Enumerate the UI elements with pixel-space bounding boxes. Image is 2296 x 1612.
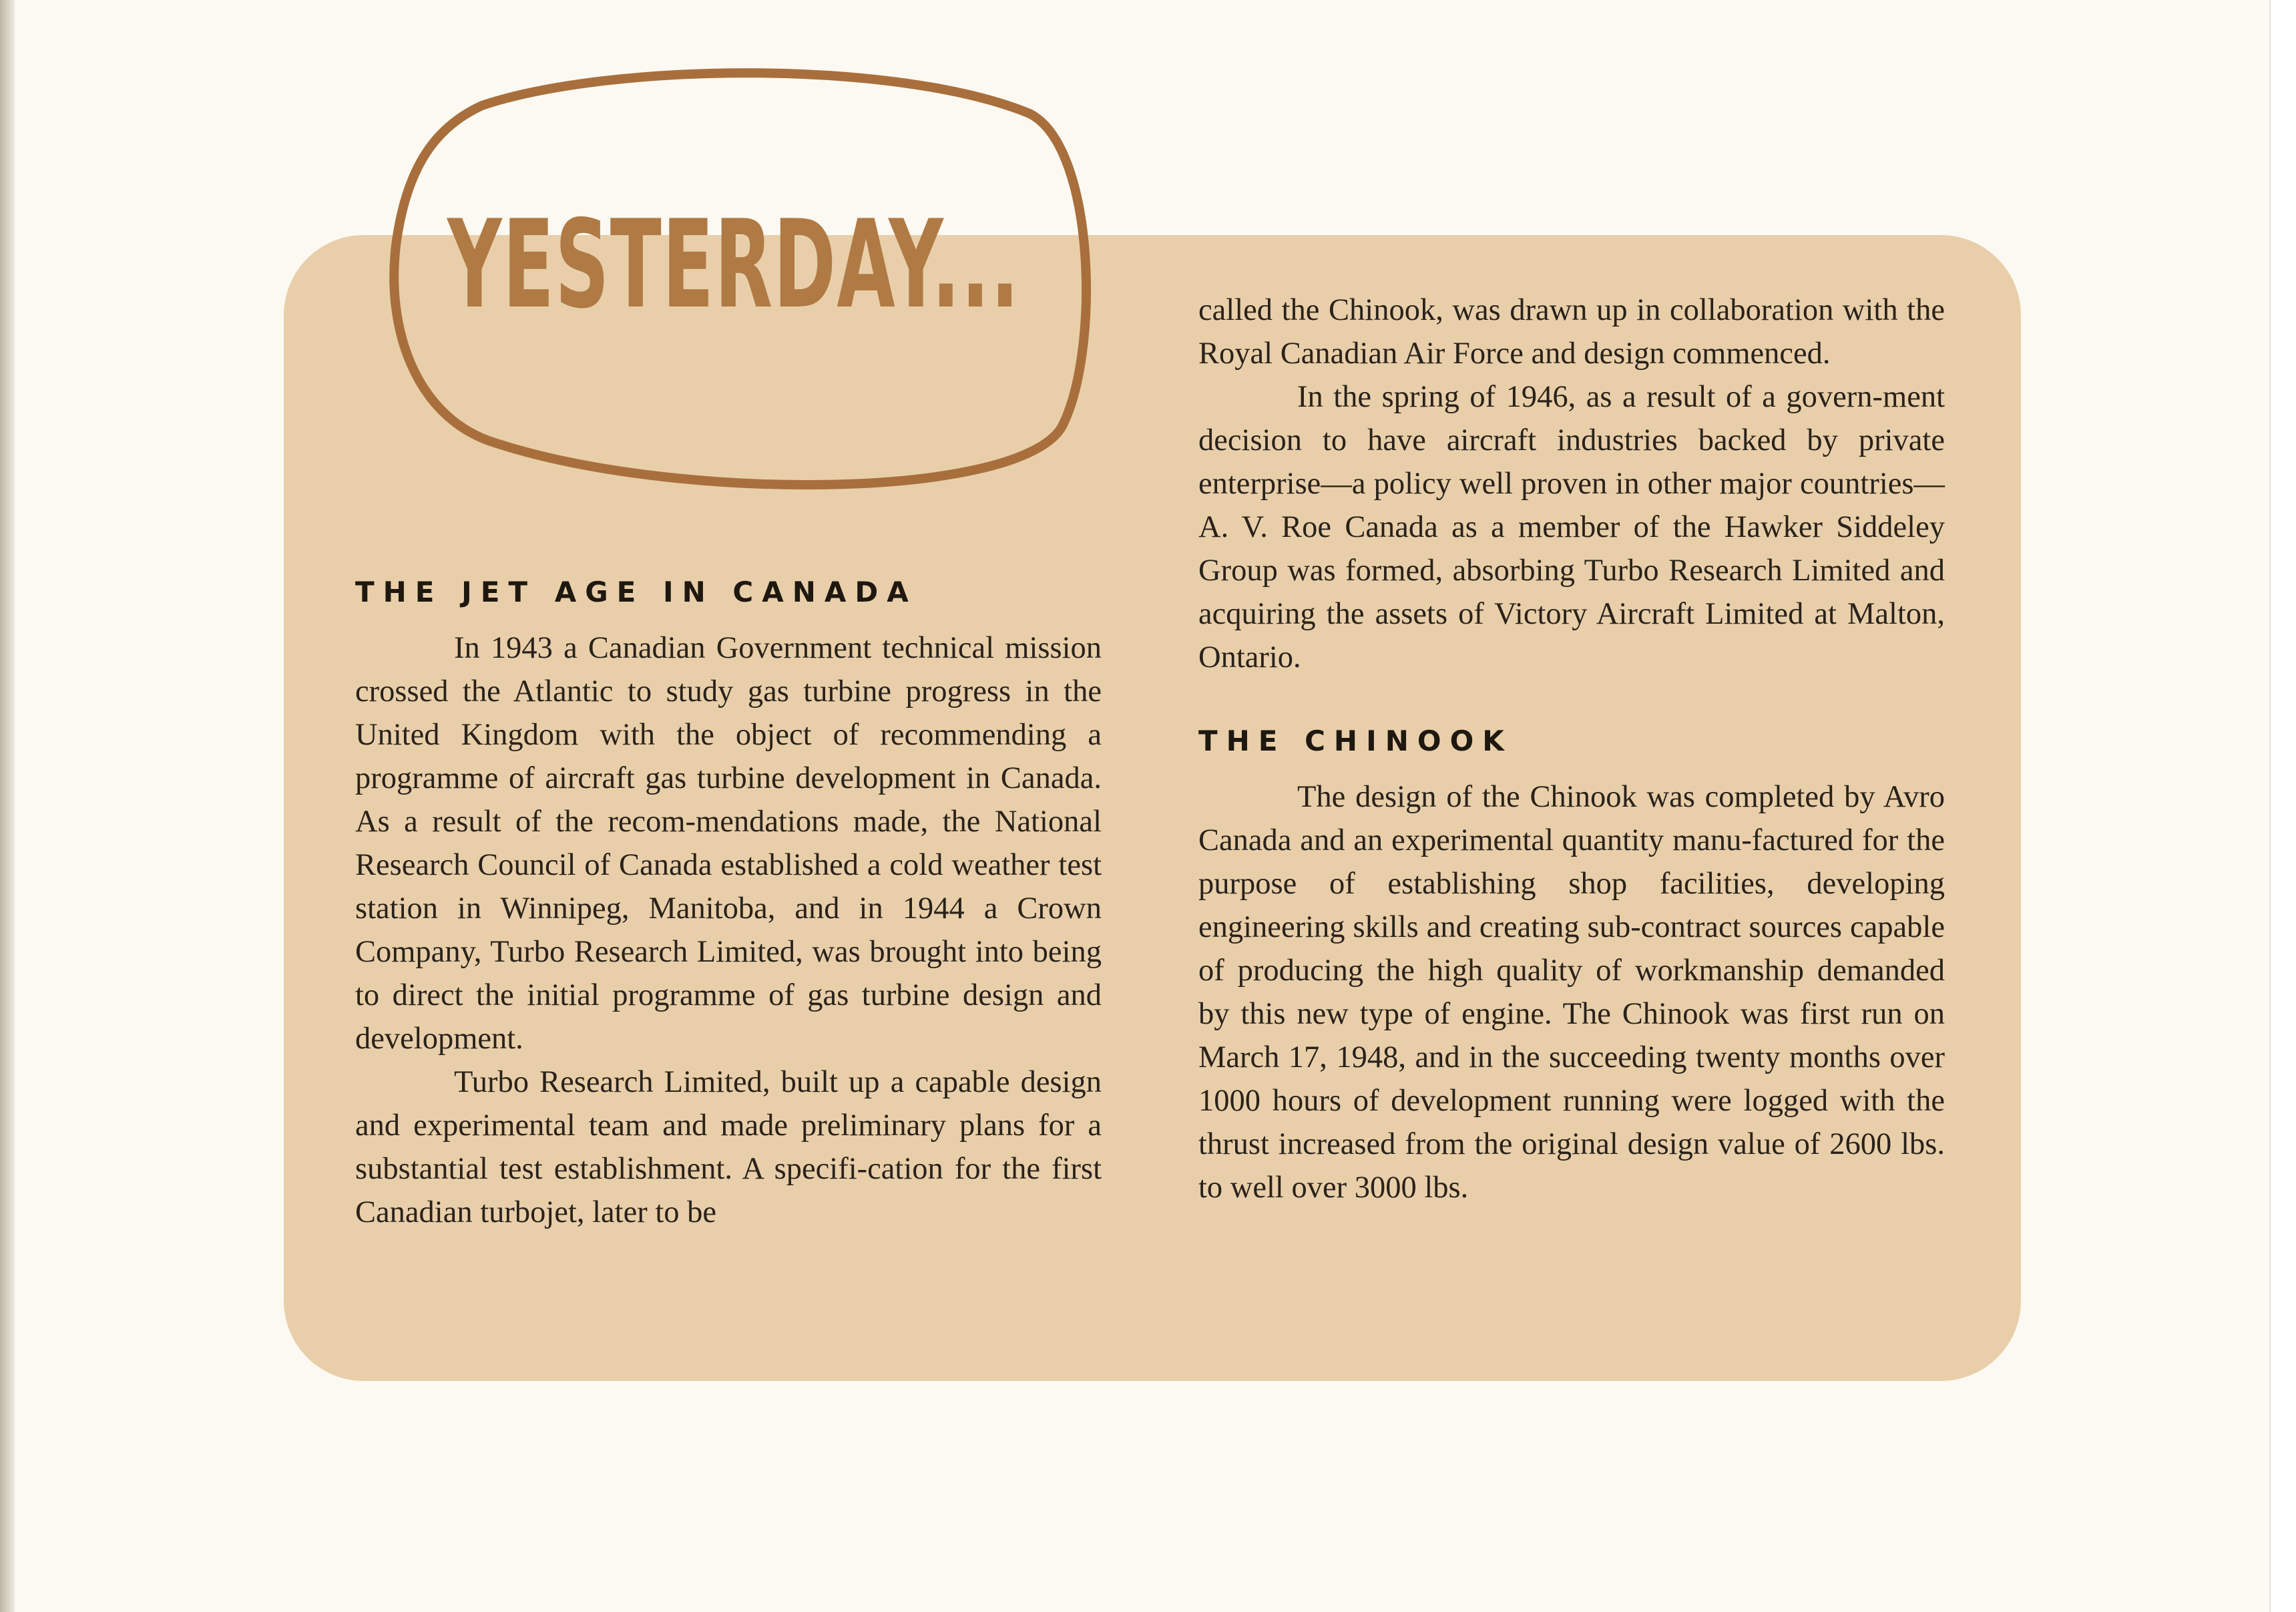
- right-column: [1198, 288, 1945, 1209]
- page-right-margin: [2269, 0, 2296, 1612]
- section-heading-jet-age: THE JET AGE IN CANADA: [355, 576, 917, 608]
- paragraph-chinook-design: The design of the Chinook was completed by Avro Canada and an experimental quantity manu-factured for the purpose of establishing shop facilities, developing engineering skills and creating sub-contract sources capable of producing the high quality of workmanship demanded by this new type of engine. The Chinook was first run on March 17, 1948, and in the succeeding twenty months over 1000 hours of development running were logged with the thrust increased from the original design value of 2600 lbs. to well over 3000 lbs.: [1198, 780, 1945, 1205]
- page-left-shadow: [0, 0, 15, 1612]
- paragraph-turbo-research: Turbo Research Limited, built up a capable design and experimental team and made preliminary plans for a substantial test establishment. A specifi-cation for the first Canadian turbojet, later to be: [355, 1065, 1102, 1229]
- paragraph-1946-avro: In the spring of 1946, as a result of a govern-ment decision to have aircraft industries backed by private enterprise—a policy well proven in other major countries—A. V. Roe Canada as a member of the Hawker Siddeley Group was formed, absorbing Turbo Research Limited and acquiring the assets of Victory Aircraft Limited at Malton, Ontario.: [1198, 380, 1945, 674]
- section-heading-chinook: THE CHINOOK: [1198, 725, 1513, 757]
- page-title: YESTERDAY...: [447, 194, 1020, 335]
- paragraph-1943-mission: In 1943 a Canadian Government technical mission crossed the Atlantic to study gas turbine progress in the United Kingdom with the object of recommending a programme of aircraft gas turbine development in Canada. As a result of the recom-mendations made, the National Research Council of Canada established a cold weather test station in Winnipeg, Manitoba, and in 1944 a Crown Company, Turbo Research Limited, was brought into being to direct the initial programme of gas turbine design and development.: [355, 631, 1102, 1056]
- paragraph-continuation: called the Chinook, was drawn up in collaboration with the Royal Canadian Air Force and design commenced.: [1198, 293, 1945, 371]
- left-column: [355, 572, 1102, 1234]
